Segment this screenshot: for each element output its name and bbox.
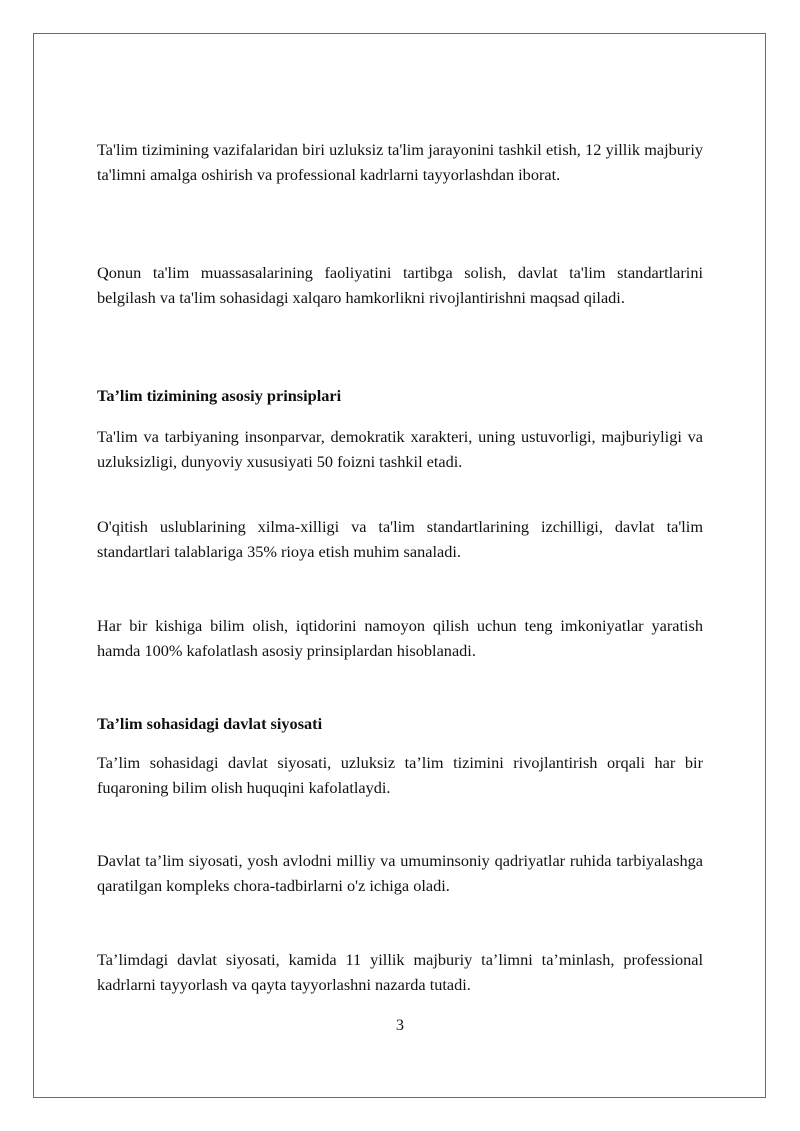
paragraph-6: Ta’lim sohasidagi davlat siyosati, uzluksiz ta’lim tizimini rivojlantirish orqali har bir fuqaroning bilim olish huquqini kafolatlaydi. [97, 753, 703, 798]
paragraph-7: Davlat ta’lim siyosati, yosh avlodni milliy va umuminsoniy qadriyatlar ruhida tarbiyalashga qaratilgan kompleks chora-tadbirlarni o'z ichiga oladi. [97, 851, 703, 896]
paragraph-1: Ta'lim tizimining vazifalaridan biri uzluksiz ta'lim jarayonini tashkil etish, 12 yillik majburiy ta'limni amalga oshirish va professional kadrlarni tayyorlashdan iborat. [97, 140, 703, 185]
section-heading-principles: Ta’lim tizimining asosiy prinsiplari [97, 386, 342, 405]
paragraph-2: Qonun ta'lim muassasalarining faoliyatini tartibga solish, davlat ta'lim standartlarini belgilash va ta'lim sohasidagi xalqaro hamkorlikni rivojlantirishni maqsad qiladi. [97, 263, 703, 308]
paragraph-8: Ta’limdagi davlat siyosati, kamida 11 yillik majburiy ta’limni ta’minlash, professional kadrlarni tayyorlash va qayta tayyorlashni nazarda tutadi. [97, 950, 703, 995]
page-number: 3 [395, 1015, 405, 1034]
paragraph-4: O'qitish uslublarining xilma-xilligi va ta'lim standartlarining izchilligi, davlat ta'lim standartlari talablariga 35% rioya etish muhim sanaladi. [97, 517, 703, 562]
paragraph-5: Har bir kishiga bilim olish, iqtidorini namoyon qilish uchun teng imkoniyatlar yaratish hamda 100% kafolatlash asosiy prinsiplardan hisoblanadi. [97, 616, 703, 661]
paragraph-3: Ta'lim va tarbiyaning insonparvar, demokratik xarakteri, uning ustuvorligi, majburiyligi va uzluksizligi, dunyoviy xususiyati 50 foizni tashkil etadi. [97, 427, 703, 472]
page-frame [33, 33, 766, 1098]
section-heading-policy: Ta’lim sohasidagi davlat siyosati [97, 714, 323, 733]
